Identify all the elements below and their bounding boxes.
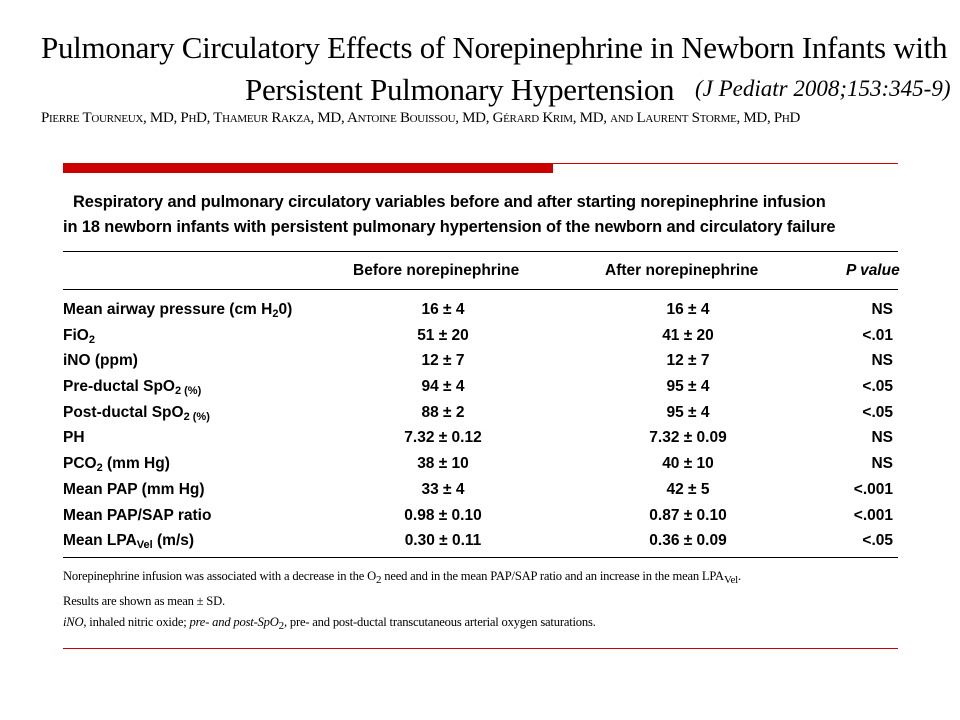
table-row [63, 299, 898, 325]
table-caption [63, 190, 913, 240]
p-value: NS [871, 429, 893, 447]
after-value: 95 ± 4 [666, 378, 710, 396]
table-row [63, 376, 898, 402]
row-label: $PCO_2$ (mm Hg) [63, 455, 170, 475]
after-value: 40 ± 10 [662, 455, 714, 473]
before-value: 38 ± 10 [417, 455, 469, 473]
after-value: 42 ± 5 [666, 480, 710, 498]
article-title-line2: Persistent Pulmonary Hypertension [245, 72, 675, 107]
table-caption-line2: in 18 newborn infants with persistent pulmonary hypertension of the newborn and circulatory failure [63, 218, 836, 236]
table-row [63, 530, 898, 556]
before-value: 12 ± 7 [421, 352, 465, 370]
journal-citation: (J Pediatr 2008;153:345-9) [695, 76, 951, 101]
table-row [63, 505, 898, 531]
after-value: 41 ± 20 [662, 326, 714, 344]
table-row [63, 350, 898, 376]
p-value: NS [871, 455, 893, 473]
table-bottom-rule [63, 557, 898, 558]
before-value: 0.98 ± 0.10 [404, 506, 482, 524]
before-value: 88 ± 2 [421, 403, 465, 421]
before-value: 0.30 ± 0.11 [404, 532, 482, 550]
after-value: 0.36 ± 0.09 [649, 532, 727, 550]
before-value: 16 ± 4 [421, 301, 465, 318]
red-bottom-line [63, 648, 898, 649]
row-label: iNO (ppm) [63, 352, 138, 370]
column-header-before: Before norepinephrine [353, 262, 520, 279]
p-value: <.001 [853, 506, 893, 524]
red-divider-line [553, 163, 898, 164]
before-value: 7.32 ± 0.12 [404, 429, 482, 447]
after-value: 12 ± 7 [666, 352, 710, 370]
article-title-line1: Pulmonary Circulatory Effects of Norepinephrine in Newborn Infants with [41, 30, 948, 65]
table-row [63, 427, 898, 453]
after-value: 7.32 ± 0.09 [649, 429, 727, 447]
before-value: 33 ± 4 [421, 480, 465, 498]
table-footnotes [63, 566, 903, 637]
row-label: PH [63, 429, 85, 447]
table-top-rule [63, 251, 898, 252]
red-divider-bar [63, 163, 553, 173]
column-header-after: After norepinephrine [605, 262, 759, 279]
footnote-2: Results are shown as mean ± SD. [63, 594, 225, 608]
p-value: NS [871, 352, 893, 370]
table-header-rule [63, 289, 898, 290]
row-label: Mean PAP/SAP ratio [63, 506, 212, 524]
p-value: <.05 [862, 403, 893, 421]
p-value: <.05 [862, 532, 893, 550]
article-header [35, 20, 951, 145]
row-label: Pre-ductal SpO$_{2 (\%)}$ [63, 378, 202, 398]
row-label: Post-ductal SpO$_{2 (\%)}$ [63, 403, 210, 423]
table-row [63, 402, 898, 428]
row-label: Mean airway pressure (cm $H_20$) [63, 301, 293, 320]
table-caption-line1: Respiratory and pulmonary circulatory variables before and after starting norepinephrine infusion [73, 193, 826, 211]
table-row [63, 479, 898, 505]
p-value: <.001 [853, 480, 893, 498]
before-value: 94 ± 4 [421, 378, 465, 396]
row-label: Mean $LPA_{Vel}$ (m/s) [63, 532, 195, 552]
p-value: <.05 [862, 378, 893, 396]
after-value: 0.87 ± 0.10 [649, 506, 727, 524]
table-body [63, 299, 898, 556]
row-label: Mean PAP (mm Hg) [63, 480, 205, 498]
before-value: 51 ± 20 [417, 326, 469, 344]
after-value: 16 ± 4 [666, 301, 710, 318]
footnote-1: Norepinephrine infusion was associated with a decrease in the $O_2$ need and in the mean PAP/SAP ratio and an increase in the mean $LPA_{Vel}$. [63, 569, 741, 586]
row-label: FiO$_2$ [63, 326, 95, 346]
footnote-3: iNO, inhaled nitric oxide; pre- and post-SpO$_2$, pre- and post-ductal transcutaneous arterial oxygen saturations. [63, 615, 596, 632]
after-value: 95 ± 4 [666, 403, 710, 421]
p-value: <.01 [862, 326, 893, 344]
p-value: NS [871, 301, 893, 318]
table-row [63, 325, 898, 351]
table-row [63, 453, 898, 479]
author-list: Pierre Tourneux, MD, PhD, Thameur Rakza, MD, Antoine Bouissou, MD, Gérard Krim, MD, and Laurent Storme, MD, PhD [41, 110, 801, 126]
column-header-p-value-text: P value [846, 262, 900, 279]
column-header-p-value [846, 262, 900, 280]
